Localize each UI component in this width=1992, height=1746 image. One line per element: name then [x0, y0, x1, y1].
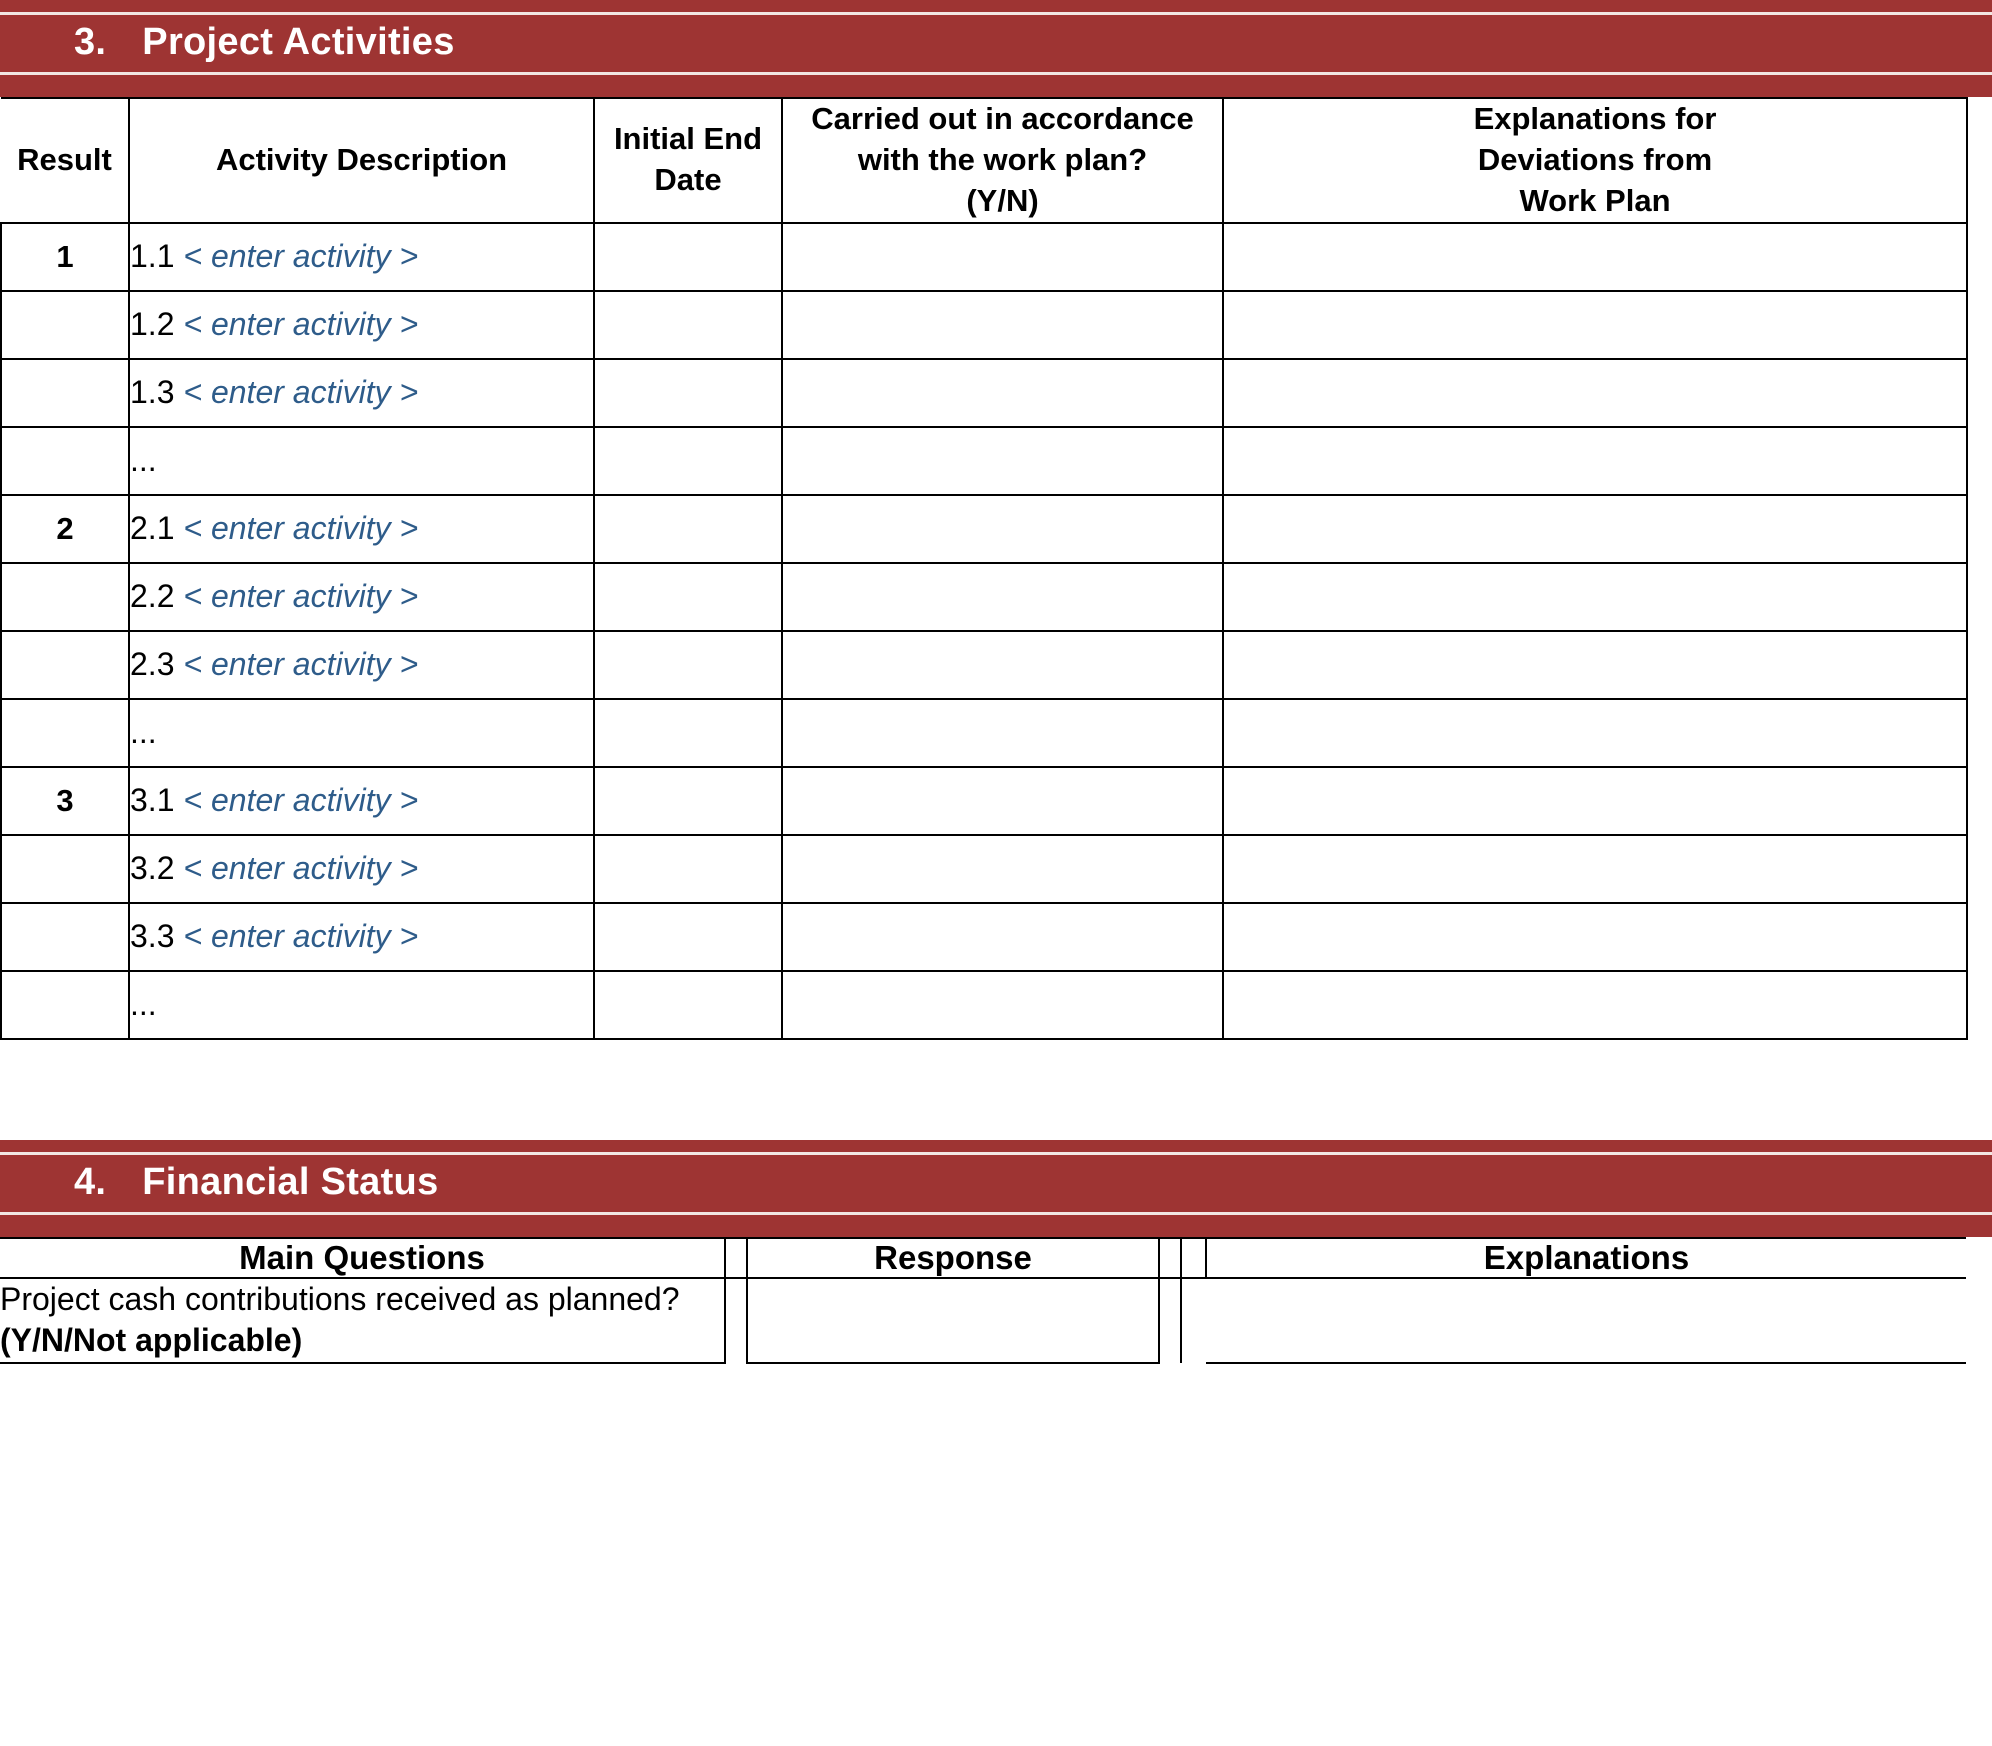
header-line: with the work plan? [783, 140, 1222, 181]
header-line: Initial End [613, 121, 763, 157]
header-line: Activity Description [215, 141, 508, 177]
cell-initial-end-date[interactable] [594, 495, 782, 563]
activity-placeholder[interactable]: < enter activity > [183, 510, 419, 547]
col-header-initial-end-date [594, 98, 782, 223]
col-header-carried-out-work-plan [782, 98, 1223, 223]
project-activities-table [0, 97, 1968, 1040]
activity-placeholder[interactable]: < enter activity > [183, 238, 419, 275]
header-gap-2 [1159, 1238, 1181, 1278]
cell-explanations[interactable] [1223, 835, 1967, 903]
table-row [1, 631, 1967, 699]
cell-explanations[interactable] [1223, 767, 1967, 835]
row-gap-2 [1159, 1278, 1181, 1363]
activity-number: 1.1 [130, 238, 175, 275]
cell-carried-out[interactable] [782, 699, 1223, 767]
cell-initial-end-date[interactable] [594, 359, 782, 427]
cell-activity-description[interactable] [129, 903, 594, 971]
table-row [1, 903, 1967, 971]
table-row [1, 835, 1967, 903]
activity-number: 1.3 [130, 374, 175, 411]
cell-explanations[interactable] [1223, 563, 1967, 631]
cell-carried-out[interactable] [782, 495, 1223, 563]
band-top-fill [0, 1140, 1992, 1152]
cell-result[interactable]: 3 [1, 767, 129, 835]
section-heading-financial-status [0, 1140, 1992, 1237]
cell-carried-out[interactable] [782, 223, 1223, 291]
cell-carried-out[interactable] [782, 835, 1223, 903]
header-line: Explanations for [1473, 101, 1717, 136]
cell-result[interactable] [1, 699, 129, 767]
section-number: 3. [74, 21, 107, 63]
header-line: Work Plan [1224, 181, 1966, 222]
activity-number: 2.2 [130, 578, 175, 615]
cell-activity-description[interactable] [129, 699, 594, 767]
cell-carried-out[interactable] [782, 359, 1223, 427]
table-row [1, 291, 1967, 359]
financial-body [0, 1278, 1966, 1363]
cell-initial-end-date[interactable] [594, 835, 782, 903]
cell-activity-description[interactable] [129, 971, 594, 1039]
section-title: Financial Status [142, 1160, 439, 1203]
cell-result[interactable]: 2 [1, 495, 129, 563]
header-label: Main Questions [239, 1238, 485, 1276]
cell-explanations[interactable] [1223, 427, 1967, 495]
activity-number: 1.2 [130, 306, 175, 343]
row-gap-3 [1181, 1278, 1206, 1363]
cell-carried-out[interactable] [782, 971, 1223, 1039]
cell-result[interactable] [1, 427, 129, 495]
cell-activity-description[interactable] [129, 631, 594, 699]
cell-activity-description[interactable] [129, 767, 594, 835]
cell-carried-out[interactable] [782, 903, 1223, 971]
cell-response[interactable] [747, 1278, 1159, 1363]
col-header-main-questions [0, 1238, 725, 1278]
section-spacer [0, 1040, 1992, 1140]
cell-result[interactable] [1, 903, 129, 971]
table-row [1, 563, 1967, 631]
cell-carried-out[interactable] [782, 767, 1223, 835]
cell-initial-end-date[interactable] [594, 223, 782, 291]
cell-result[interactable] [1, 359, 129, 427]
cell-explanations[interactable] [1223, 903, 1967, 971]
cell-carried-out[interactable] [782, 563, 1223, 631]
header-line: Deviations from [1224, 140, 1966, 181]
activity-placeholder[interactable]: < enter activity > [183, 646, 419, 683]
table-row [1, 767, 1967, 835]
activity-placeholder[interactable]: < enter activity > [183, 782, 419, 819]
cell-explanations[interactable] [1223, 223, 1967, 291]
header-label: Response [874, 1238, 1032, 1276]
col-header-explanations [1206, 1238, 1966, 1278]
cell-initial-end-date[interactable] [594, 563, 782, 631]
band-main-3 [0, 15, 1992, 72]
section-number: 4. [74, 1160, 107, 1203]
col-header-result [1, 98, 129, 223]
cell-explanations[interactable] [1206, 1278, 1966, 1363]
cell-activity-description[interactable] [129, 495, 594, 563]
cell-explanations[interactable] [1223, 291, 1967, 359]
cell-activity-description[interactable] [129, 427, 594, 495]
table-row [1, 699, 1967, 767]
cell-initial-end-date[interactable] [594, 767, 782, 835]
cell-explanations[interactable] [1223, 495, 1967, 563]
activity-placeholder[interactable]: < enter activity > [183, 306, 419, 343]
cell-explanations[interactable] [1223, 631, 1967, 699]
question-options: (Y/N/Not applicable) [0, 1322, 303, 1359]
table-row [1, 223, 1967, 291]
question-text: Project cash contributions received as planned? [0, 1280, 680, 1317]
financial-header-row [0, 1238, 1966, 1278]
band-main-4 [0, 1155, 1992, 1212]
cell-activity-description[interactable] [129, 291, 594, 359]
cell-initial-end-date[interactable] [594, 699, 782, 767]
cell-initial-end-date[interactable] [594, 427, 782, 495]
cell-initial-end-date[interactable] [594, 971, 782, 1039]
activity-placeholder[interactable]: < enter activity > [183, 578, 419, 615]
ellipsis-text: ... [130, 986, 157, 1023]
cell-activity-description[interactable] [129, 835, 594, 903]
col-header-response [747, 1238, 1159, 1278]
cell-carried-out[interactable] [782, 427, 1223, 495]
cell-result[interactable]: 1 [1, 223, 129, 291]
financial-status-table [0, 1237, 1966, 1364]
header-line: Carried out in accordance [811, 101, 1194, 136]
table-row [1, 427, 1967, 495]
activity-number: 2.3 [130, 646, 175, 683]
activity-number: 3.3 [130, 918, 175, 955]
cell-result[interactable] [1, 631, 129, 699]
header-line: (Y/N) [783, 181, 1222, 222]
activity-number: 3.1 [130, 782, 175, 819]
band-top-fill [0, 0, 1992, 12]
col-header-activity-description [129, 98, 594, 223]
cell-carried-out[interactable] [782, 631, 1223, 699]
activity-number: 3.2 [130, 850, 175, 887]
section-heading-project-activities [0, 0, 1992, 97]
cell-result[interactable] [1, 291, 129, 359]
cell-initial-end-date[interactable] [594, 631, 782, 699]
cell-explanations[interactable] [1223, 699, 1967, 767]
band-bottom-fill [0, 75, 1992, 97]
cell-carried-out[interactable] [782, 291, 1223, 359]
ellipsis-text: ... [130, 442, 157, 479]
activities-header-row [1, 98, 1967, 223]
col-header-explanations-deviations [1223, 98, 1967, 223]
table-row [0, 1278, 1966, 1363]
cell-activity-description[interactable] [129, 359, 594, 427]
row-gap-1 [725, 1278, 747, 1363]
activity-number: 2.1 [130, 510, 175, 547]
cell-result[interactable] [1, 835, 129, 903]
activity-placeholder[interactable]: < enter activity > [183, 850, 419, 887]
cell-explanations[interactable] [1223, 359, 1967, 427]
activity-placeholder[interactable]: < enter activity > [183, 374, 419, 411]
cell-main-question [0, 1278, 725, 1363]
cell-result[interactable] [1, 971, 129, 1039]
header-line: Date [595, 160, 781, 201]
header-gap-3 [1181, 1238, 1206, 1278]
cell-initial-end-date[interactable] [594, 291, 782, 359]
table-row [1, 359, 1967, 427]
header-line: Result [17, 141, 112, 177]
section-title: Project Activities [142, 21, 455, 63]
cell-activity-description[interactable] [129, 563, 594, 631]
activity-placeholder[interactable]: < enter activity > [183, 918, 419, 955]
table-row [1, 495, 1967, 563]
cell-result[interactable] [1, 563, 129, 631]
band-bottom-fill [0, 1215, 1992, 1237]
ellipsis-text: ... [130, 714, 157, 751]
cell-initial-end-date[interactable] [594, 903, 782, 971]
table-row [1, 971, 1967, 1039]
cell-explanations[interactable] [1223, 971, 1967, 1039]
activities-body [1, 223, 1967, 1039]
header-gap-1 [725, 1238, 747, 1278]
header-label: Explanations [1483, 1238, 1690, 1276]
cell-activity-description[interactable] [129, 223, 594, 291]
